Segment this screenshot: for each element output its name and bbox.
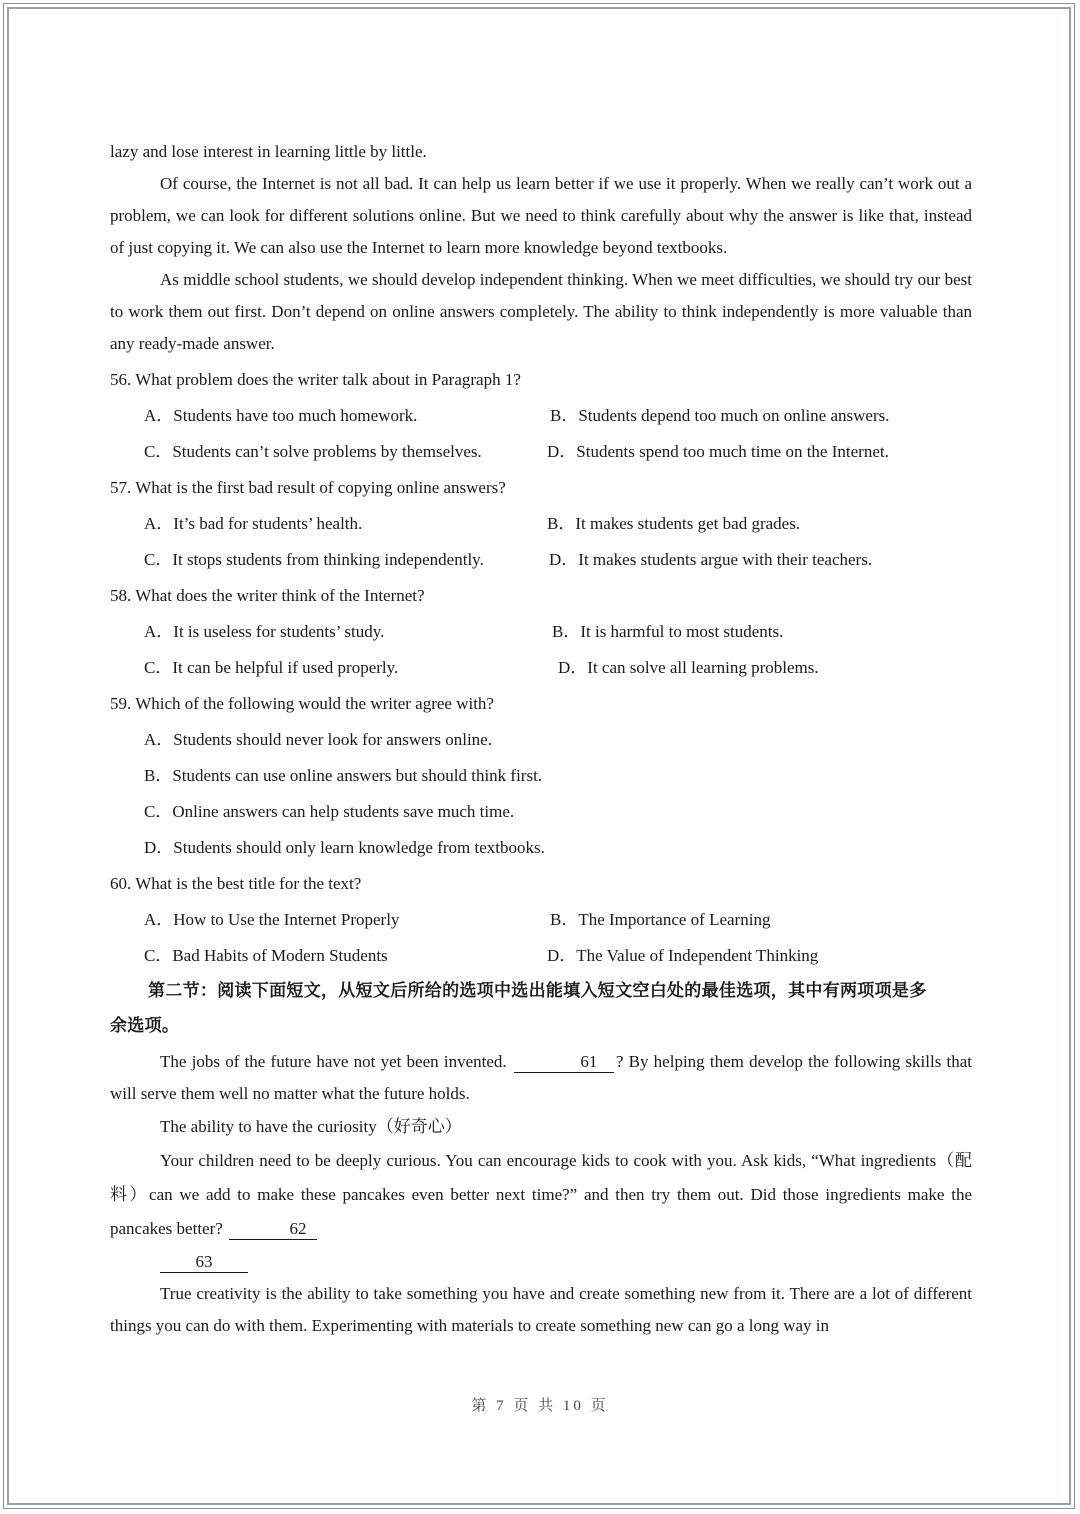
- page-content: [110, 136, 972, 1342]
- passage-paragraph-2: As middle school students, we should develop independent thinking. When we meet difficulties, we should try our best to work them out first. Don’t depend on online answers completely. The ability to think independently is more valuable than any ready-made answer.: [110, 270, 972, 353]
- question-59-stem: 59. Which of the following would the writer agree with?: [110, 694, 494, 713]
- question-56-option-c[interactable]: C．Students can’t solve problems by themselves.: [144, 442, 482, 461]
- passage-paragraph-1: Of course, the Internet is not all bad. It can help us learn better if we use it properly. When we really can’t work out a problem, we can look for different solutions online. But we need to think carefully about why the answer is like that, instead of just copying it. We can also use the Internet to learn more knowledge beyond textbooks.: [110, 174, 972, 257]
- question-58-options-row-2: [110, 650, 972, 686]
- question-57-stem: 57. What is the first bad result of copying online answers?: [110, 478, 506, 497]
- question-60-options-row-1: [110, 902, 972, 938]
- question-60-option-a[interactable]: A．How to Use the Internet Properly: [144, 910, 400, 929]
- question-57-options-row-1: [110, 506, 972, 542]
- question-56-options-row-2: [110, 434, 972, 470]
- blank-62[interactable]: 62: [229, 1219, 317, 1240]
- cloze-paragraph-2-text: Your children need to be deeply curious. You can encourage kids to cook with you. Ask kids, “What ingredients（配料）can we add to make these pancakes even better next time?” and then try them out. Did those ingredients make the pancakes better?: [110, 1151, 972, 1238]
- page-footer: 第 7 页 共 10 页: [471, 1398, 609, 1414]
- cloze-paragraph-1-text-after: ? By helping them develop the following skills that will serve them well no matter what the future holds.: [110, 1052, 973, 1103]
- question-60-stem: 60. What is the best title for the text?: [110, 874, 362, 893]
- cloze-paragraph-3: True creativity is the ability to take something you have and create something new from it. There are a lot of different things you can do with them. Experimenting with materials to create something new can go a long way in: [110, 1284, 972, 1335]
- question-57-option-b[interactable]: B．It makes students get bad grades.: [547, 514, 801, 533]
- question-58-option-b[interactable]: B．It is harmful to most students.: [552, 622, 784, 641]
- question-57-options-row-2: [110, 542, 972, 578]
- section-2-heading-continued: 余选项。: [110, 1016, 180, 1036]
- cloze-line-63: [110, 1246, 972, 1278]
- question-58-option-a[interactable]: A．It is useless for students’ study.: [144, 622, 385, 641]
- question-59-option-d[interactable]: D．Students should only learn knowledge from textbooks.: [144, 838, 545, 857]
- blank-61[interactable]: 61: [514, 1052, 614, 1073]
- question-59-option-a[interactable]: A．Students should never look for answers online.: [144, 730, 492, 749]
- blank-63[interactable]: 63: [160, 1252, 248, 1273]
- question-60-option-c[interactable]: C．Bad Habits of Modern Students: [144, 946, 388, 965]
- question-58-option-c[interactable]: C．It can be helpful if used properly.: [144, 658, 399, 677]
- section-2-heading: 第二节：阅读下面短文，从短文后所给的选项中选出能填入短文空白处的最佳选项，其中有两项项是多: [148, 981, 927, 1001]
- question-56-options-row-1: [110, 398, 972, 434]
- cloze-subheading-curiosity: The ability to have the curiosity（好奇心）: [160, 1117, 462, 1136]
- question-56-option-b[interactable]: B．Students depend too much on online answers.: [550, 406, 890, 425]
- question-59-option-c[interactable]: C．Online answers can help students save much time.: [144, 802, 515, 821]
- question-56-stem: 56. What problem does the writer talk about in Paragraph 1?: [110, 370, 521, 389]
- cloze-paragraph-1: [110, 1046, 972, 1110]
- question-58-option-d[interactable]: D．It can solve all learning problems.: [558, 658, 819, 677]
- question-60-option-b[interactable]: B．The Importance of Learning: [550, 910, 771, 929]
- passage-paragraph-0: lazy and lose interest in learning little by little.: [110, 142, 427, 161]
- cloze-paragraph-1-text-before: The jobs of the future have not yet been invented.: [160, 1052, 507, 1071]
- question-57-option-d[interactable]: D．It makes students argue with their teachers.: [549, 550, 873, 569]
- question-58-stem: 58. What does the writer think of the Internet?: [110, 586, 425, 605]
- question-57-option-c[interactable]: C．It stops students from thinking independently.: [144, 550, 484, 569]
- question-56-option-a[interactable]: A．Students have too much homework.: [144, 406, 418, 425]
- question-60-option-d[interactable]: D．The Value of Independent Thinking: [547, 946, 819, 965]
- question-60-options-row-2: [110, 938, 972, 974]
- question-57-option-a[interactable]: A．It’s bad for students’ health.: [144, 514, 363, 533]
- question-56-option-d[interactable]: D．Students spend too much time on the Internet.: [547, 442, 889, 461]
- question-58-options-row-1: [110, 614, 972, 650]
- cloze-paragraph-2: [110, 1144, 972, 1246]
- question-59-option-b[interactable]: B．Students can use online answers but should think first.: [144, 766, 543, 785]
